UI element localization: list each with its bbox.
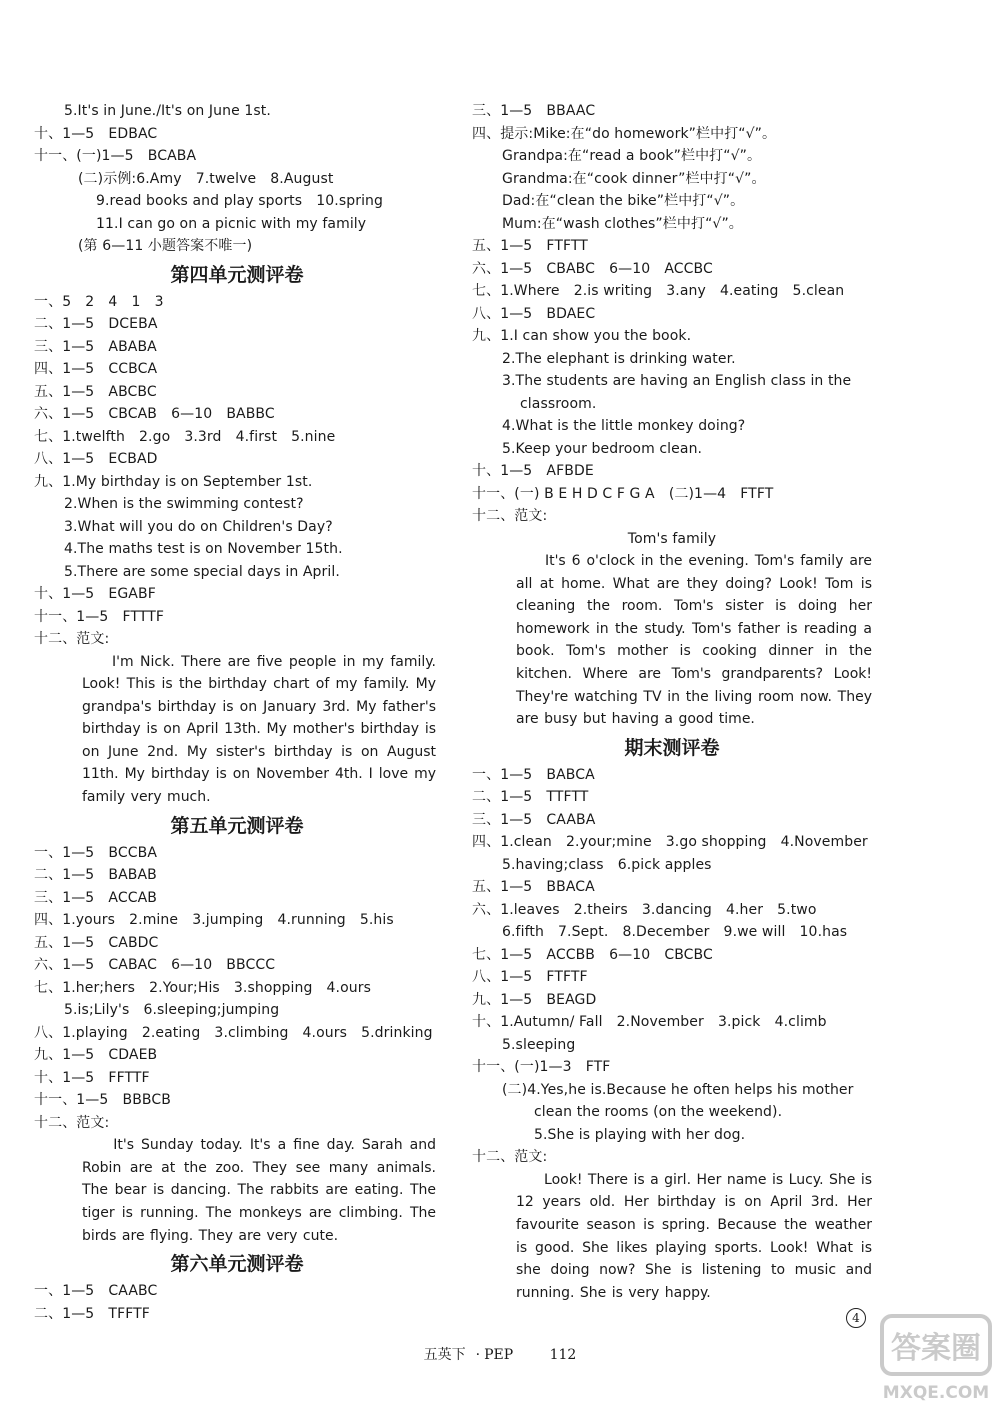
answer-line: 5.She is playing with her dog. xyxy=(534,1126,746,1143)
answer-line: Grandma:在“cook dinner”栏中打“√”。 xyxy=(502,170,766,187)
answer-line: 一、5 2 4 1 3 xyxy=(34,293,164,310)
model-essay: Look! There is a girl. Her name is Lucy. She is 12 years old. Her birthday is on April 3rd. Her favourite season is spring. Because the weather is good. She likes playing sports. Look! What is she doing now? She is listening to music and running. She is very happy. xyxy=(516,1171,872,1301)
page-footer xyxy=(0,1344,1000,1364)
answer-line: 四、1.clean 2.your;mine 3.go shopping 4.November xyxy=(472,834,868,851)
answer-line: 十、1—5 FFTTF xyxy=(34,1069,150,1086)
answer-line: 九、1—5 CDAEB xyxy=(34,1047,158,1064)
answer-line: 4.The maths test is on November 15th. xyxy=(64,541,343,557)
answer-line: 3.What will you do on Children's Day? xyxy=(64,518,333,535)
answer-line: (第 6—11 小题答案不唯一) xyxy=(78,238,253,254)
circled-page-marker: 4 xyxy=(846,1308,866,1328)
answer-line: 一、1—5 BABCA xyxy=(472,766,595,783)
answer-line: 七、1.Where 2.is writing 3.any 4.eating 5.clean xyxy=(472,283,845,299)
answer-line: 一、1—5 CAABC xyxy=(34,1283,158,1300)
answer-line: 十二、范文: xyxy=(34,631,110,647)
answer-line: 四、1—5 CCBCA xyxy=(34,361,158,377)
section-heading: 第五单元测评卷 xyxy=(170,814,304,837)
answer-line: (二)示例:6.Amy 7.twelve 8.August xyxy=(78,170,334,187)
section-heading: 第六单元测评卷 xyxy=(170,1253,304,1276)
answer-line: 二、1—5 DCEBA xyxy=(34,316,158,332)
answer-line: 三、1—5 BBAAC xyxy=(472,103,596,119)
answer-line: 四、提示:Mike:在“do homework”栏中打“√”。 xyxy=(472,125,777,142)
answer-line: 三、1—5 ABABA xyxy=(34,338,157,355)
watermark-logo-icon xyxy=(878,1312,994,1406)
answer-line: 三、1—5 CAABA xyxy=(472,811,596,828)
answer-line: 六、1—5 CBCAB 6—10 BABBC xyxy=(34,406,275,422)
answer-line: 5.sleeping xyxy=(502,1036,576,1053)
footer-grade: 五英下 xyxy=(423,1347,466,1363)
answer-line: 八、1—5 BDAEC xyxy=(472,305,596,322)
answer-line: 五、1—5 FTFTT xyxy=(472,238,588,254)
section-heading: 期末测评卷 xyxy=(624,736,720,759)
answer-line: 三、1—5 ACCAB xyxy=(34,889,157,906)
answer-line: clean the rooms (on the weekend). xyxy=(534,1104,783,1121)
answer-line: 八、1—5 ECBAD xyxy=(34,451,158,467)
answer-line: 六、1—5 CBABC 6—10 ACCBC xyxy=(472,260,713,277)
answer-line: (二)4.Yes,he is.Because he often helps his mother xyxy=(502,1081,854,1098)
answer-line: 五、1—5 ABCBC xyxy=(34,383,157,400)
answer-line: 六、1—5 CABAC 6—10 BBCCC xyxy=(34,957,276,974)
answer-line: 十二、范文: xyxy=(472,1149,548,1166)
answer-line: 六、1.leaves 2.theirs 3.dancing 4.her 5.two xyxy=(472,901,817,918)
answer-line: 四、1.yours 2.mine 3.jumping 4.running 5.his xyxy=(34,912,394,929)
left-column xyxy=(34,100,440,1325)
answer-line: 5.Keep your bedroom clean. xyxy=(502,440,703,457)
answer-line: 5.It's in June./It's on June 1st. xyxy=(64,103,271,119)
answer-line: 5.There are some special days in April. xyxy=(64,563,340,580)
answer-line: 七、1—5 ACCBB 6—10 CBCBC xyxy=(472,946,713,963)
answer-line: 十、1—5 EGABF xyxy=(34,586,156,602)
answer-line: 2.The elephant is drinking water. xyxy=(502,350,736,367)
answer-line: 3.The students are having an English class in the xyxy=(502,373,852,389)
answer-line: 十一、(一) B E H D C F G A (二)1—4 FTFT xyxy=(472,485,774,502)
answer-line: 2.When is the swimming contest? xyxy=(64,496,304,512)
answer-line: 5.is;Lily's 6.sleeping;jumping xyxy=(64,1002,280,1019)
answer-line: Dad:在“clean the bike”栏中打“√”。 xyxy=(502,193,745,209)
answer-line: 九、1—5 BEAGD xyxy=(472,991,597,1008)
answer-line: 二、1—5 TFFTF xyxy=(34,1305,150,1322)
answer-line: 十、1—5 EDBAC xyxy=(34,125,158,142)
answer-line: 五、1—5 CABDC xyxy=(34,934,159,951)
answer-line: 八、1.playing 2.eating 3.climbing 4.ours 5.drinking xyxy=(34,1024,433,1041)
answer-line: 十二、范文: xyxy=(472,508,548,524)
answer-line: 十一、1—5 BBBCB xyxy=(34,1092,171,1109)
answer-line: 十、1—5 AFBDE xyxy=(472,463,594,479)
model-essay: It's Sunday today. It's a fine day. Sarah and Robin are at the zoo. They see many animals. The bear is dancing. The rabbits are eating. The tiger is running. The monkeys are climbing. The birds are flying. They are very cute. xyxy=(82,1137,436,1244)
footer-separator: · xyxy=(475,1347,481,1363)
right-column xyxy=(472,100,872,1304)
watermark-domain: MXQE.COM xyxy=(882,1383,990,1403)
section-heading: 第四单元测评卷 xyxy=(170,263,304,286)
page-number: 112 xyxy=(549,1347,577,1363)
answer-line: 4.What is the little monkey doing? xyxy=(502,418,746,434)
answer-line: 五、1—5 BBACA xyxy=(472,879,595,896)
answer-line: classroom. xyxy=(520,395,597,412)
answer-line: Mum:在“wash clothes”栏中打“√”。 xyxy=(502,215,743,232)
answer-line: 九、1.My birthday is on September 1st. xyxy=(34,473,313,490)
answer-line: 七、1.twelfth 2.go 3.3rd 4.first 5.nine xyxy=(34,428,336,445)
watermark-text: 答案圈 xyxy=(891,1331,981,1366)
answer-line: 十一、(一)1—5 BCABA xyxy=(34,148,197,164)
answer-line: 6.fifth 7.Sept. 8.December 9.we will 10.has xyxy=(502,924,848,941)
answer-line: 八、1—5 FTFTF xyxy=(472,969,588,986)
answer-line: Grandpa:在“read a book”栏中打“√”。 xyxy=(502,148,762,164)
answer-line: 11.I can go on a picnic with my family xyxy=(96,215,367,232)
answer-line: 十一、(一)1—3 FTF xyxy=(472,1059,611,1076)
footer-series: PEP xyxy=(484,1347,514,1363)
answer-line: 十、1.Autumn/ Fall 2.November 3.pick 4.climb xyxy=(472,1014,827,1031)
answer-line: 5.having;class 6.pick apples xyxy=(502,856,712,873)
answer-line: 九、1.I can show you the book. xyxy=(472,328,692,344)
answer-line: 一、1—5 BCCBA xyxy=(34,844,158,861)
answer-line: 二、1—5 BABAB xyxy=(34,867,157,884)
answer-line: 十二、范文: xyxy=(34,1114,110,1131)
answer-line: 9.read books and play sports 10.spring xyxy=(96,193,384,209)
answer-line: 十一、1—5 FTTTF xyxy=(34,608,165,625)
answer-line: 七、1.her;hers 2.Your;His 3.shopping 4.ours xyxy=(34,979,371,996)
answer-line: Tom's family xyxy=(627,530,717,547)
model-essay: I'm Nick. There are five people in my family. Look! This is the birthday chart of my family. My grandpa's birthday is on January 3rd. My father's birthday is on April 13th. My mother's birthday is on June 2nd. My sister's birthday is on August 11th. My birthday is on November 4th. I love my family very much. xyxy=(82,653,436,806)
answer-line: 二、1—5 TTFTT xyxy=(472,789,589,806)
model-essay: It's 6 o'clock in the evening. Tom's family are all at home. What are they doing? Look! Tom is cleaning the room. Tom's sister is doing her homework in the study. Tom's father is reading a book. Tom's mother is cooking dinner in the kitchen. Where are Tom's grandparents? Look! They're watching TV in the living room now. They are busy but having a good time. xyxy=(516,553,872,728)
